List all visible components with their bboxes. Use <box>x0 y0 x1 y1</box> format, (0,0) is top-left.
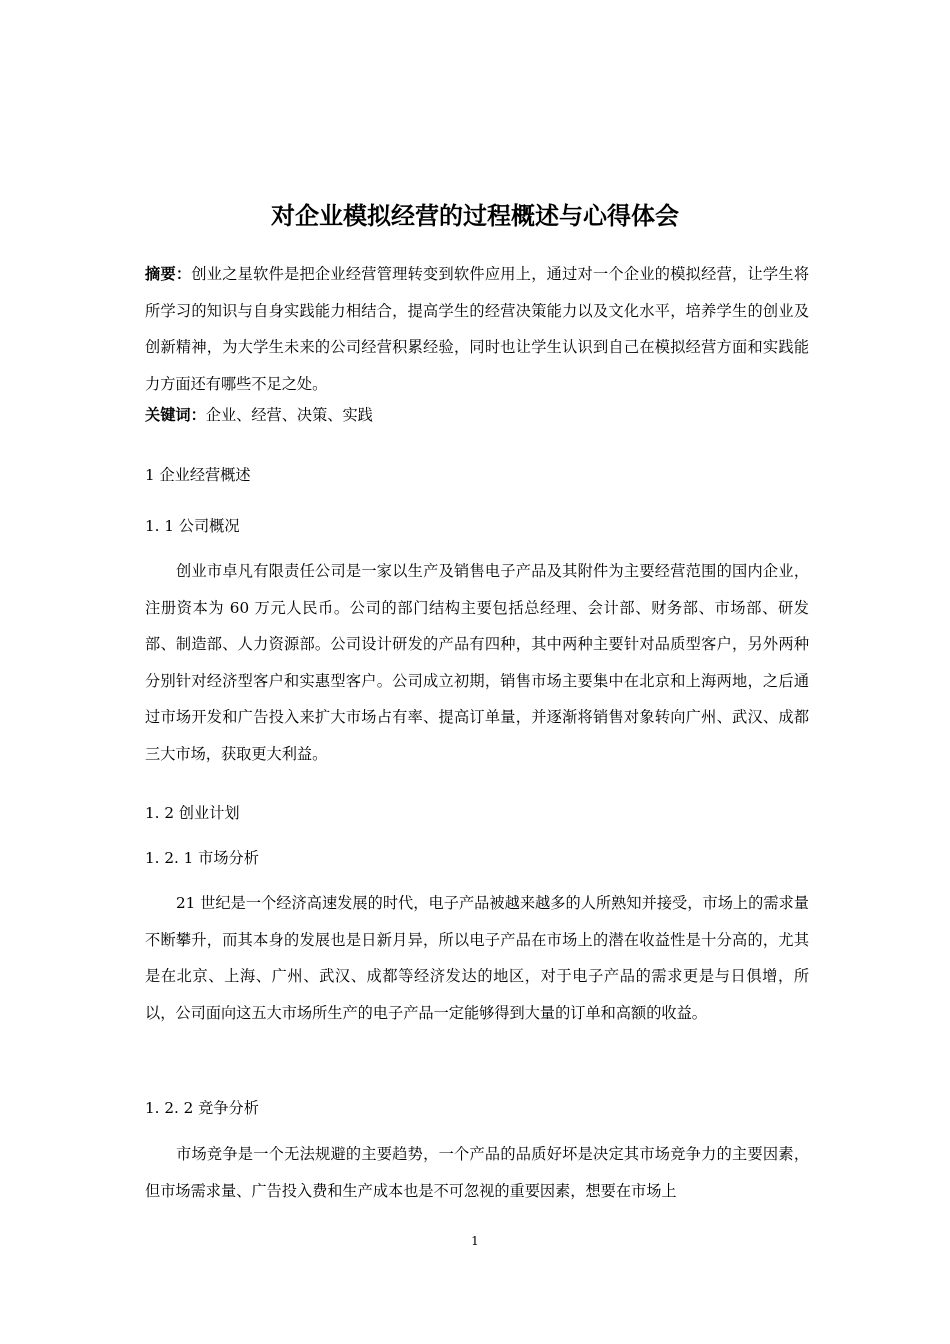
paragraph-competition-analysis: 市场竞争是一个无法规避的主要趋势，一个产品的品质好坏是决定其市场竞争力的主要因素，但市场需求量、广告投入费和生产成本也是不可忽视的重要因素，想要在市场上 <box>145 1145 809 1200</box>
section-heading-1: 1 企业经营概述 <box>145 466 251 484</box>
paragraph-company-overview: 创业市卓凡有限责任公司是一家以生产及销售电子产品及其附件为主要经营范围的国内企业，注册资本为 60 万元人民币。公司的部门结构主要包括总经理、会计部、财务部、市场部、研发部、制造部、人力资源部。公司设计研发的产品有四种，其中两种主要针对品质型客户，另外两种分别针对经济型客户和实惠型客户。公司成立初期，销售市场主要集中在北京和上海两地，之后通过市场开发和广告投入来扩大市场占有率、提高订单量，并逐渐将销售对象转向广州、武汉、成都三大市场，获取更大利益。 <box>145 562 809 763</box>
section-heading-1-2-1: 1. 2. 1 市场分析 <box>145 849 259 867</box>
page-number: 1 <box>471 1234 479 1248</box>
section-heading-1-2: 1. 2 创业计划 <box>145 804 240 822</box>
keywords-label: 关键词： <box>145 406 206 424</box>
section-heading-1-2-2: 1. 2. 2 竞争分析 <box>145 1099 259 1117</box>
keywords <box>145 397 809 434</box>
abstract <box>145 256 809 402</box>
section-heading-1-1: 1. 1 公司概况 <box>145 517 240 535</box>
keywords-text: 企业、经营、决策、实践 <box>205 406 373 424</box>
abstract-text: 创业之星软件是把企业经营管理转变到软件应用上，通过对一个企业的模拟经营，让学生将所学习的知识与自身实践能力相结合，提高学生的经营决策能力以及文化水平，培养学生的创业及创新精神，为大学生未来的公司经营积累经验，同时也让学生认识到自己在模拟经营方面和实践能力方面还有哪些不足之处。 <box>145 265 809 393</box>
paragraph-market-analysis: 21 世纪是一个经济高速发展的时代，电子产品被越来越多的人所熟知并接受，市场上的需求量不断攀升，而其本身的发展也是日新月异，所以电子产品在市场上的潜在收益性是十分高的，尤其是在北京、上海、广州、武汉、成都等经济发达的地区，对于电子产品的需求更是与日俱增，所以，公司面向这五大市场所生产的电子产品一定能够得到大量的订单和高额的收益。 <box>145 894 809 1022</box>
document-title: 对企业模拟经营的过程概述与心得体会 <box>271 202 679 230</box>
abstract-label: 摘要： <box>145 265 192 283</box>
